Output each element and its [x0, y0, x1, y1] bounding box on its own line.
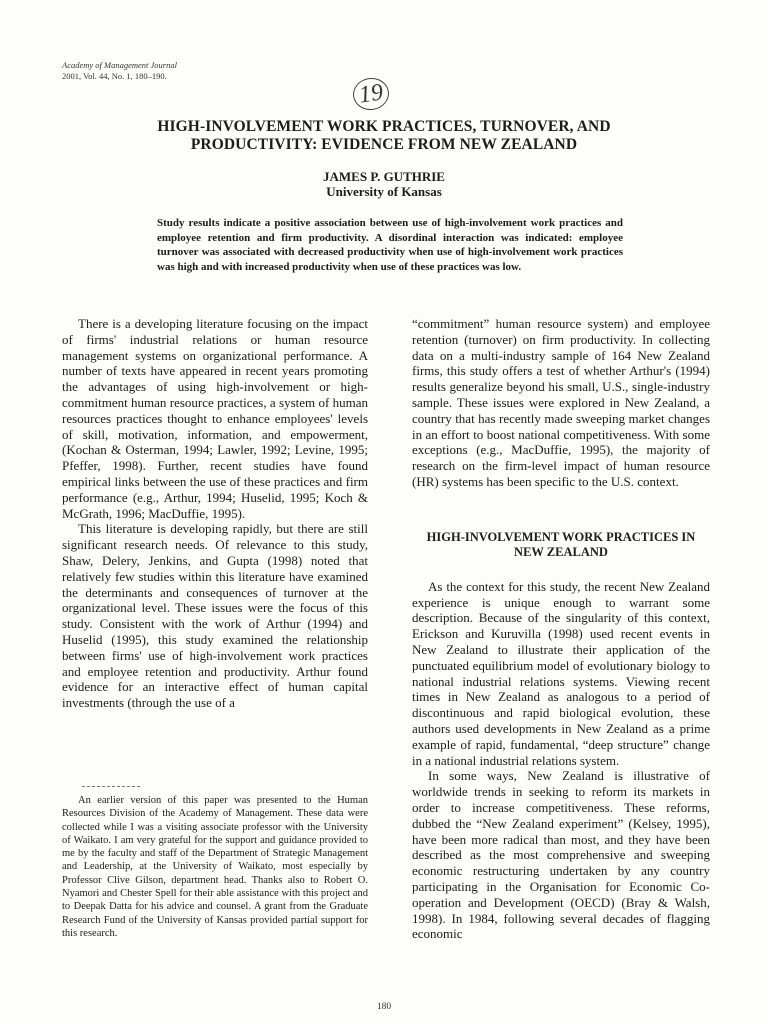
right-column — [412, 316, 710, 942]
page-number: 180 — [376, 1002, 392, 1012]
footnote-divider — [82, 786, 140, 787]
journal-reference — [62, 60, 177, 82]
body-paragraph: This literature is developing rapidly, but there are still significant research needs. Of relevance to this study, Shaw, Delery, Jenkins, and Gupta (1998) noted that relatively few studies within this literature have examined the determinants and consequences of turnover at the organizational level. These issues were the focus of this study. Consistent with the work of Arthur (1994) and Huselid (1995), this study examined the relationship between firms' use of high-involvement work practices and employee retention and productivity. Arthur found evidence for an interactive effect of human capital investments (through the use of a — [62, 521, 368, 711]
body-paragraph: “commitment” human resource system) and employee retention (turnover) on firm productivity. In collecting data on a multi-industry sample of 164 New Zealand firms, this study offers a test of whether Arthur's (1994) results generalize beyond his small, U.S., single-industry sample. These issues were explored in New Zealand, a country that has recently made sweeping market changes in an effort to boost national competitiveness. With some exceptions (e.g., MacDuffie, 1995), the majority of research on the firm-level impact of human resource (HR) systems has been specific to the U.S. context. — [412, 316, 710, 489]
paper-title — [90, 118, 678, 154]
section-heading-line-2: NEW ZEALAND — [514, 545, 608, 560]
footnote — [62, 794, 368, 940]
title-line-2: PRODUCTIVITY: EVIDENCE FROM NEW ZEALAND — [190, 136, 578, 153]
journal-name: Academy of Management Journal — [62, 60, 177, 70]
section-heading — [412, 530, 710, 561]
title-line-1: HIGH-INVOLVEMENT WORK PRACTICES, TURNOVER, AND — [157, 118, 611, 135]
section-heading-line-1: HIGH-INVOLVEMENT WORK PRACTICES IN — [426, 529, 696, 544]
author-affiliation: University of Kansas — [326, 184, 442, 199]
body-paragraph: In some ways, New Zealand is illustrative of worldwide trends in seeking to reform its markets in order to increase competitiveness. These reforms, dubbed the “New Zealand experiment” (Kelsey, 1995), have been more radical than most, and they have been described as the most comprehensive and sweeping economic restructuring undertaken by any country participating in the Organisation for Economic Co-operation and Development (OECD) (Bray & Walsh, 1998). In 1984, following several decades of flagging economic — [412, 768, 710, 942]
author-name: JAMES P. GUTHRIE — [323, 169, 445, 184]
footnote-text: An earlier version of this paper was presented to the Human Resources Division of the Academy of Management. These data were collected while I was a visiting associate professor with the University of Waikato. I am very grateful for the support and guidance provided to me by the faculty and staff of the Department of Strategic Management and Leadership, at the University of Waikato, most especially by Professor Clive Gilson, department head. Thanks also to Robert O. Nyamori and Chester Spell for their able assistance with this project and to Deepak Datta for his advice and counsel. A grant from the Graduate Research Fund of the University of Kansas provided partial support for this research. — [62, 795, 368, 939]
body-paragraph: As the context for this study, the recent New Zealand experience is unique enough to warrant some description. Because of the singularity of this context, Erickson and Kuruvilla (1998) used recent events in New Zealand to illustrate their application of the punctuated equilibrium model of evolutionary biology to national industrial relations systems. Viewing recent times in New Zealand as analogous to a period of discontinuous and rapid biological evolution, these authors used developments in New Zealand as a prime example of rapid, fundamental, “deep structure” change in a national industrial relations system. — [412, 578, 710, 768]
journal-citation: 2001, Vol. 44, No. 1, 180–190. — [62, 71, 167, 81]
handwritten-circled-number: 19 — [351, 76, 391, 113]
left-column — [62, 316, 368, 711]
abstract: Study results indicate a positive association between use of high-involvement work practices and employee retention and firm productivity. A disordinal interaction was indicated: employee turnover was associated with decreased productivity when use of high-involvement work practices was high and with increased productivity when use of these practices was low. — [157, 217, 623, 273]
body-paragraph: There is a developing literature focusing on the impact of firms' industrial relations or human resource management systems on organizational performance. A number of texts have appeared in recent years promoting the advantages of using high-involvement or high-commitment human resource practices, a system of human resources practices thought to enhance employees' levels of skill, motivation, information, and empowerment, (Kochan & Osterman, 1994; Lawler, 1992; Levine, 1995; Pfeffer, 1998). Further, recent studies have found empirical links between the use of these practices and firm performance (e.g., Arthur, 1994; Huselid, 1995; Koch & McGrath, 1996; MacDuffie, 1995). — [62, 316, 368, 521]
